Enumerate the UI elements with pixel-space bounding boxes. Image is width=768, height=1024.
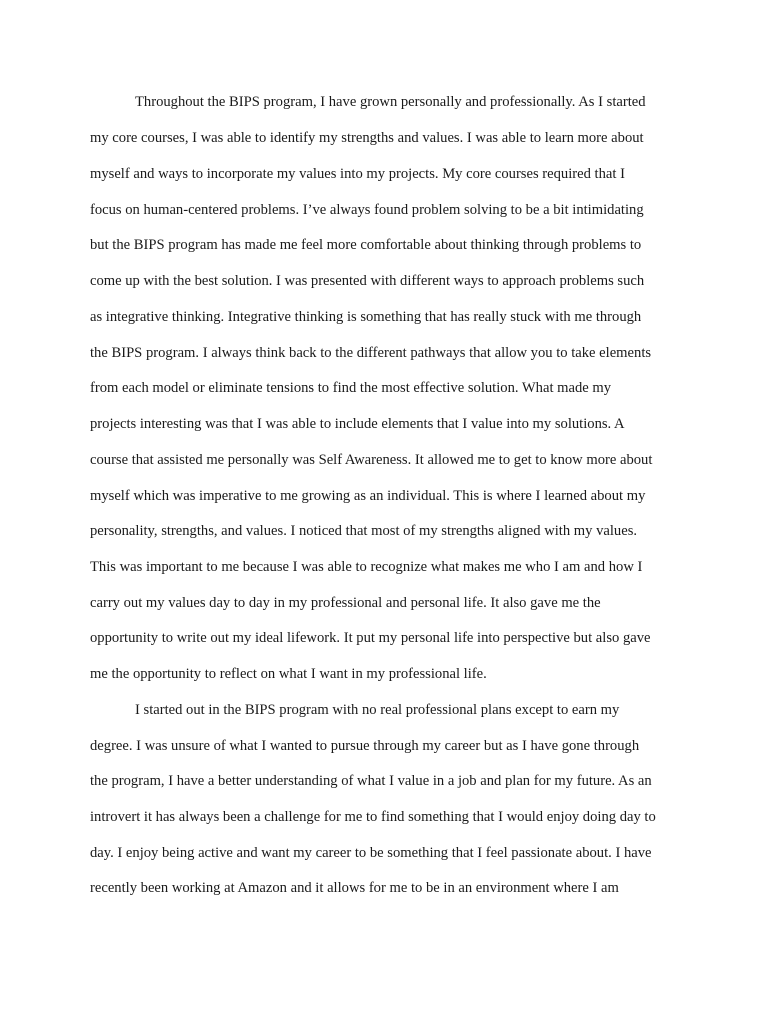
text-line: me the opportunity to reflect on what I want in my professional life. xyxy=(90,666,487,682)
text-line: This was important to me because I was able to recognize what makes me who I am and how I xyxy=(90,559,643,575)
text-line: recently been working at Amazon and it allows for me to be in an environment where I am xyxy=(90,880,619,896)
text-line: myself which was imperative to me growing as an individual. This is where I learned about my xyxy=(90,488,646,504)
text-line: day. I enjoy being active and want my career to be something that I feel passionate about. I have xyxy=(90,845,652,861)
text-line: from each model or eliminate tensions to find the most effective solution. What made my xyxy=(90,380,612,396)
text-line: personality, strengths, and values. I noticed that most of my strengths aligned with my values. xyxy=(90,523,638,539)
text-line: myself and ways to incorporate my values into my projects. My core courses required that I xyxy=(90,166,625,182)
text-line: carry out my values day to day in my professional and personal life. It also gave me the xyxy=(90,595,601,611)
text-line: the program, I have a better understanding of what I value in a job and plan for my future. As an xyxy=(90,773,652,789)
text-line: but the BIPS program has made me feel more comfortable about thinking through problems to xyxy=(90,237,642,253)
text-line: projects interesting was that I was able to include elements that I value into my solutions. A xyxy=(90,416,625,432)
text-line: degree. I was unsure of what I wanted to pursue through my career but as I have gone through xyxy=(90,738,640,754)
text-line: Throughout the BIPS program, I have grown personally and professionally. As I started xyxy=(135,94,646,110)
text-line: as integrative thinking. Integrative thinking is something that has really stuck with me through xyxy=(90,309,642,325)
text-line: I started out in the BIPS program with no real professional plans except to earn my xyxy=(135,702,620,718)
text-line: come up with the best solution. I was presented with different ways to approach problems such xyxy=(90,273,645,289)
text-line: the BIPS program. I always think back to the different pathways that allow you to take elements xyxy=(90,345,652,361)
text-line: course that assisted me personally was Self Awareness. It allowed me to get to know more about xyxy=(90,452,653,468)
text-line: opportunity to write out my ideal lifework. It put my personal life into perspective but also gave xyxy=(90,630,651,646)
text-line: my core courses, I was able to identify my strengths and values. I was able to learn more about xyxy=(90,130,644,146)
text-line: introvert it has always been a challenge for me to find something that I would enjoy doing day to xyxy=(90,809,656,825)
text-line: focus on human-centered problems. I’ve always found problem solving to be a bit intimidating xyxy=(90,202,644,218)
